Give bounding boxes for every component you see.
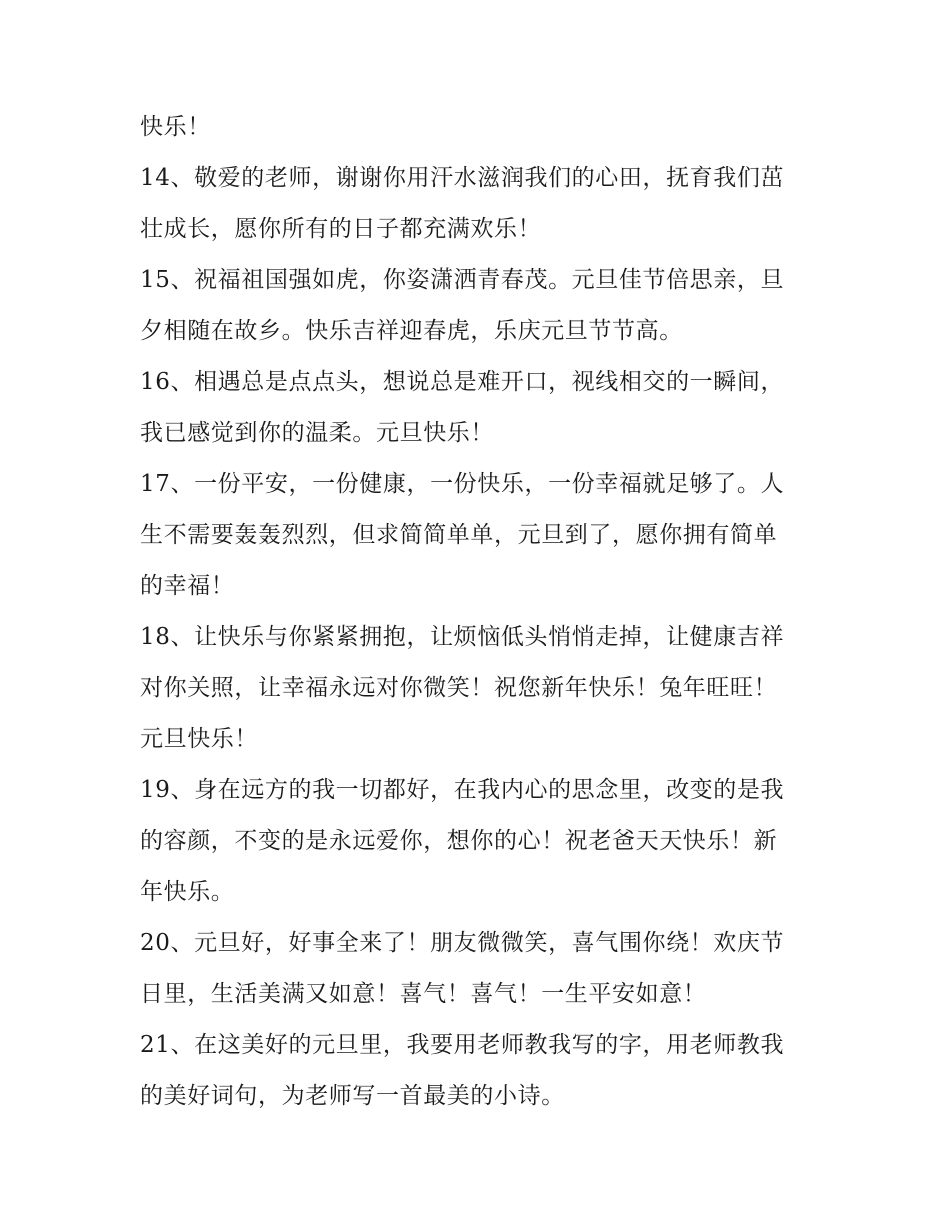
text-line: 生不需要轰轰烈烈，但求简简单单，元旦到了，愿你拥有简单 <box>140 522 778 548</box>
text-line: 壮成长，愿你所有的日子都充满欢乐！ <box>140 216 542 242</box>
text-line: 16、相遇总是点点头，想说总是难开口，视线相交的一瞬间， <box>140 369 785 395</box>
text-line: 21、在这美好的元旦里，我要用老师教我写的字，用老师教我 <box>140 1032 785 1058</box>
text-line: 年快乐。 <box>140 879 235 905</box>
text-line: 19、身在远方的我一切都好，在我内心的思念里，改变的是我 <box>140 777 785 803</box>
text-line: 15、祝福祖国强如虎，你姿潇洒青春茂。元旦佳节倍思亲，旦 <box>140 267 785 293</box>
text-line: 对你关照，让幸福永远对你微笑！祝您新年快乐！兔年旺旺！ <box>140 675 778 701</box>
text-line: 夕相随在故乡。快乐吉祥迎春虎，乐庆元旦节节高。 <box>140 318 683 344</box>
text-line: 快乐！ <box>140 114 211 140</box>
text-line: 元旦快乐！ <box>140 726 258 752</box>
text-line: 的容颜，不变的是永远爱你，想你的心！祝老爸天天快乐！新 <box>140 828 778 854</box>
text-line: 18、让快乐与你紧紧拥抱，让烦恼低头悄悄走掉，让健康吉祥 <box>140 624 785 650</box>
text-line: 日里，生活美满又如意！喜气！喜气！一生平安如意！ <box>140 981 707 1007</box>
text-line: 17、一份平安，一份健康，一份快乐，一份幸福就足够了。人 <box>140 471 785 497</box>
text-line: 的幸福！ <box>140 573 235 599</box>
text-line: 的美好词句，为老师写一首最美的小诗。 <box>140 1083 565 1109</box>
text-line: 14、敬爱的老师，谢谢你用汗水滋润我们的心田，抚育我们茁 <box>140 165 785 191</box>
text-line: 我已感觉到你的温柔。元旦快乐！ <box>140 420 494 446</box>
text-line: 20、元旦好，好事全来了！朋友微微笑，喜气围你绕！欢庆节 <box>140 930 785 956</box>
document-body <box>140 102 820 1122</box>
